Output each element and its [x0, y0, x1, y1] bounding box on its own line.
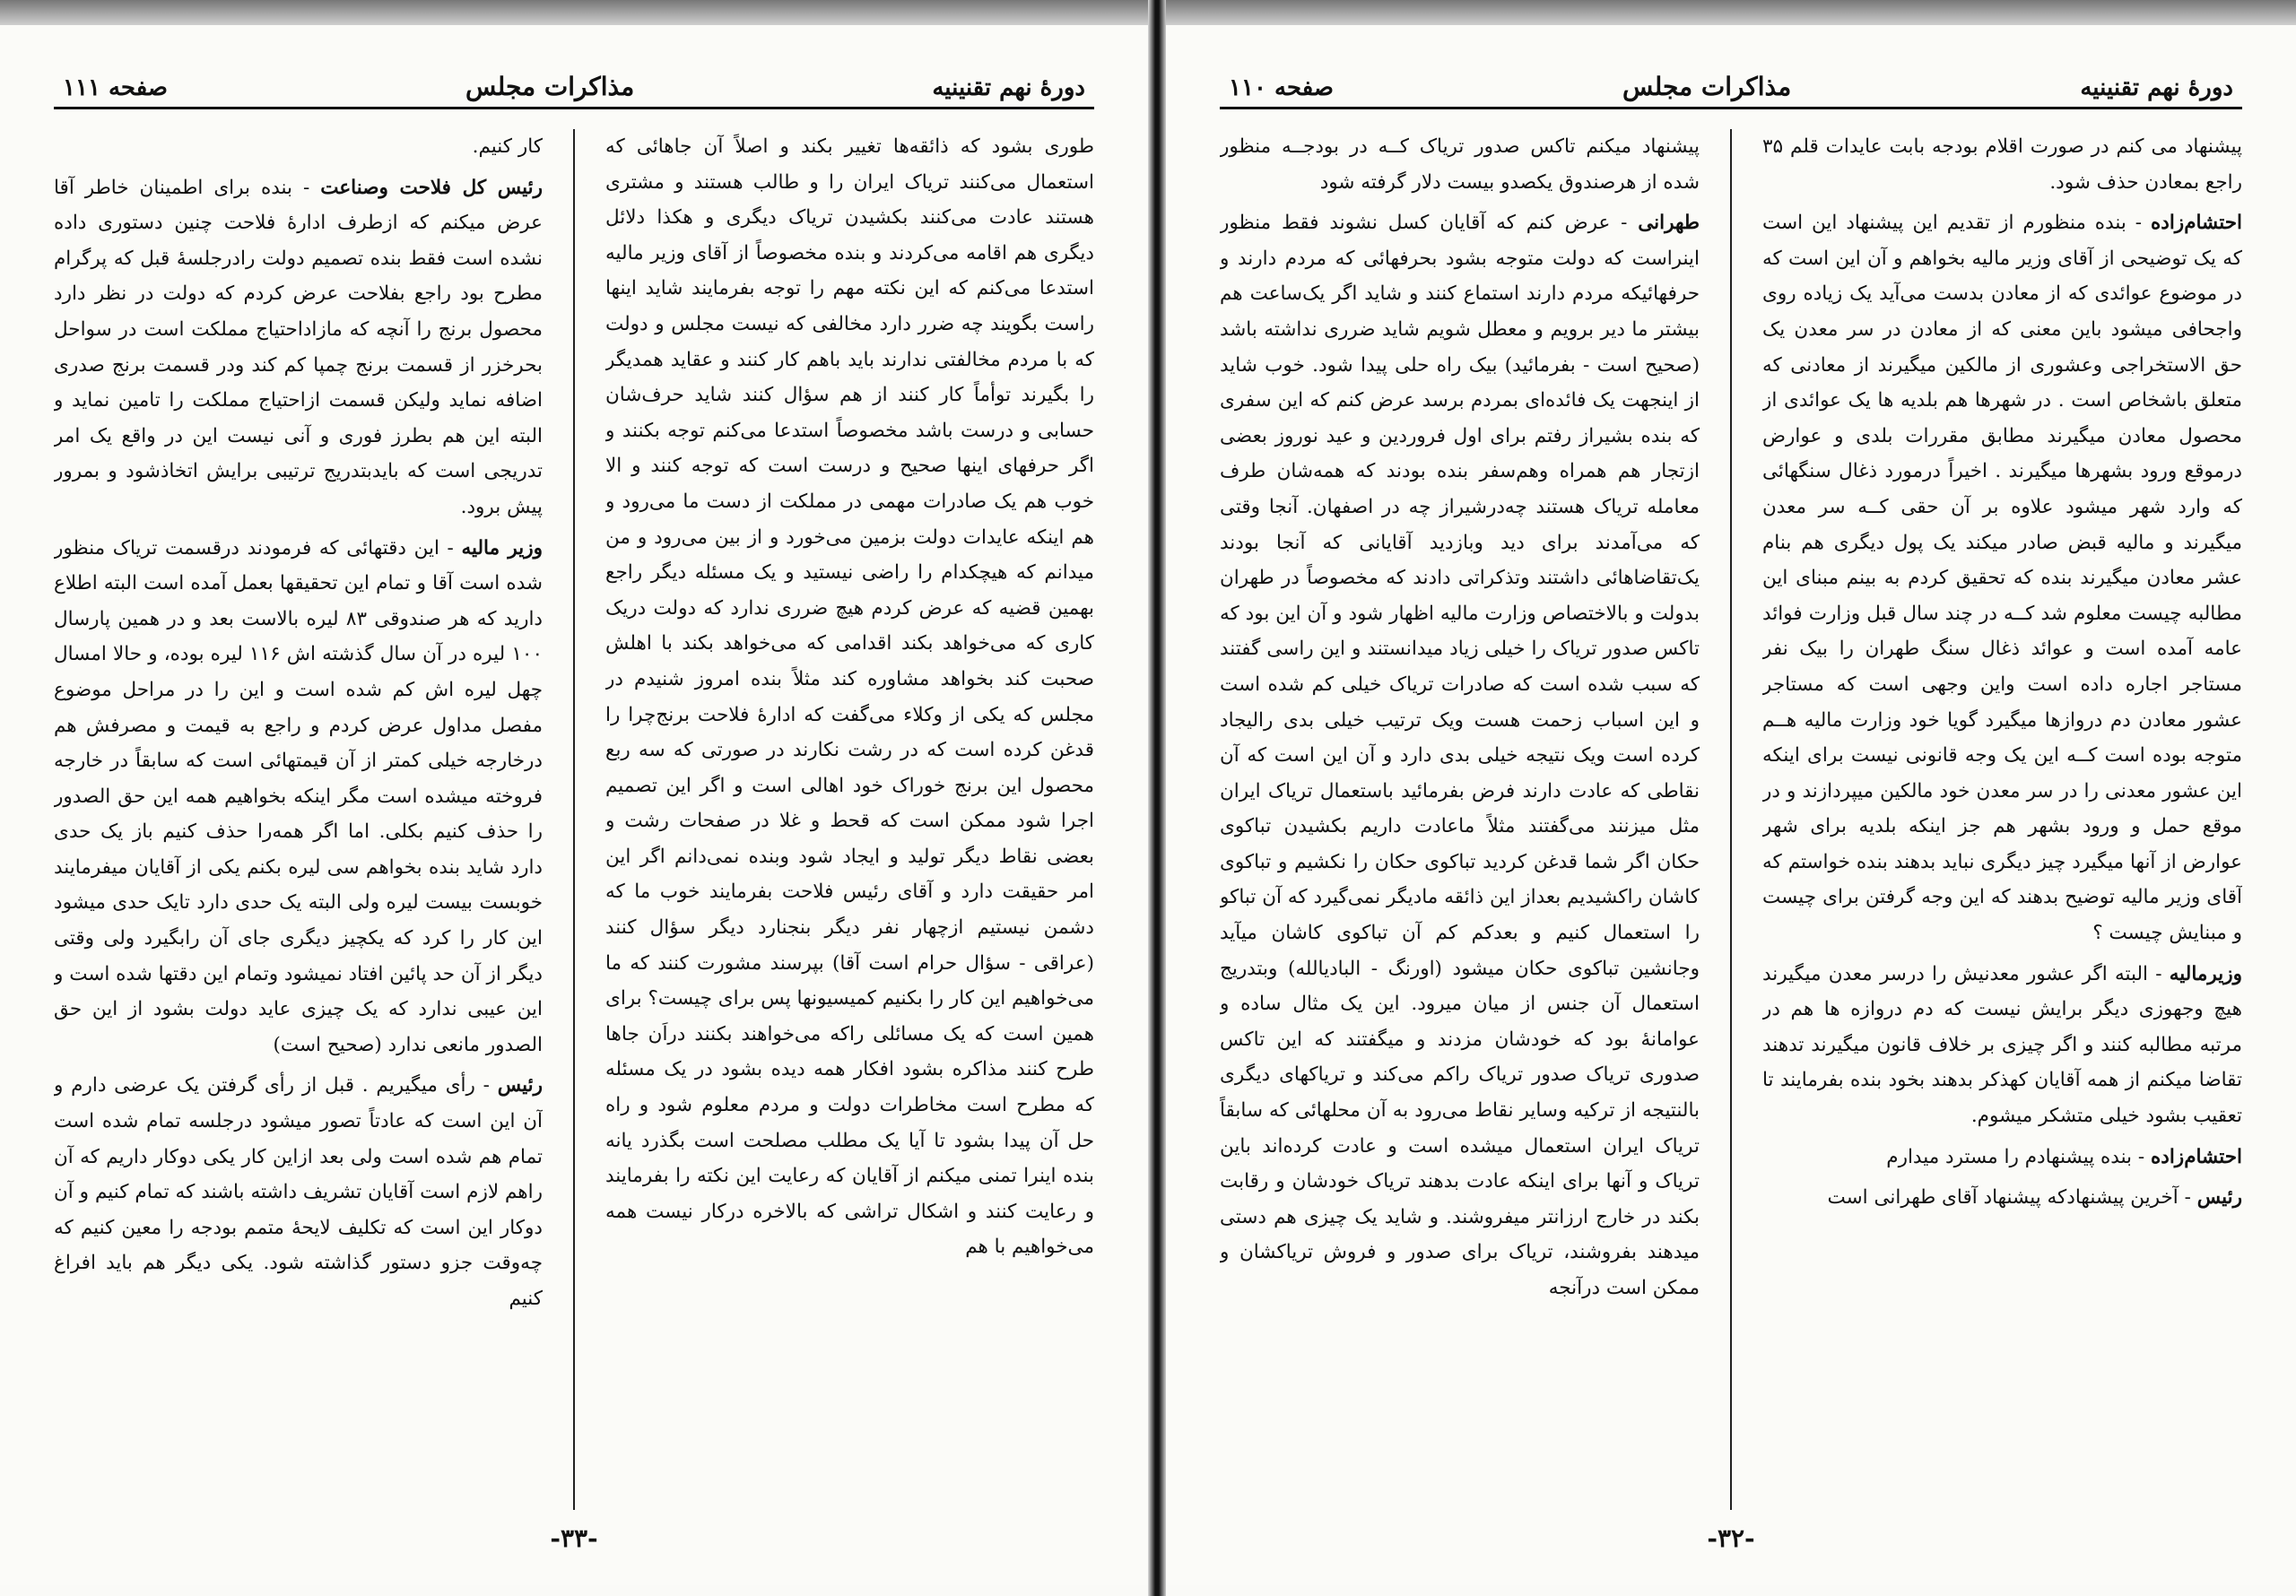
paragraph [54, 170, 543, 525]
left-header-page-label: صفحه ۱۱۱ [63, 74, 168, 101]
paragraph-text: - بنده پیشنهادم را مسترد میدارم [1886, 1145, 2145, 1168]
left-header-session: دورهٔ نهم تقنینیه [932, 74, 1085, 101]
paragraph [54, 1068, 543, 1316]
column-divider [1730, 129, 1732, 1510]
speaker-name: رئیس [2196, 1186, 2242, 1210]
right-header-session: دورهٔ نهم تقنینیه [2080, 74, 2233, 101]
paragraph [54, 129, 543, 165]
left-page-header [54, 72, 1094, 109]
paragraph-text: طوری بشود که ذائقه‌ها تغییر بکند و اصلاً آن جاهائی که استعمال می‌کنند تریاک ایران را و طالب هستند و مشتری هستند عادت می‌کنند بکشیدن تریاک دیگری و هکذا دلائل دیگری هم اقامه می‌کردند و بنده مخصوصاً از آقای وزیر مالیه استدعا می‌کنم که این نکته مهم را توجه بفرمایند شاید اینها راست بگویند چه ضرر دارد مخالفی که نیست مجلس و دولت که با مردم مخالفتی ندارند باید باهم کار کنند و عقاید همدیگر را بگیرند توأماً کار کنند از هم سؤال کنند شاید حرف‌شان حسابی و درست باشد مخصوصاً استدعا می‌کنم توجه بکنند و اگر حرفهای اینها صحیح و درست است که توجه کنند و الا خوب هم یک صادرات مهمی در مملکت از دست ما می‌رود و هم اینکه عایدات دولت بزمین می‌خورد و از بین می‌رود و من میدانم که هیچکدام را راضی نیستید و یک مسئله دیگر راجع بهمین قضیه که عرض کردم هیچ ضرری ندارد که دولت دریک کاری که می‌خواهد بکند اقدامی که می‌خواهد بکند با اهلش صحبت کند بخواهد مشاوره کند مثلاً بنده امروز شنیدم در مجلس که یکی از وکلاء می‌گفت که ادارهٔ فلاحت برنج‌چرا را قدغن کرده است که در رشت نکارند در صورتی که سه ربع محصول این برنج خوراک خود اهالی است و اگر این تصمیم اجرا شود ممکن است که قحط و غلا در صفحات رشت و بعضی نقاط دیگر تولید و ایجاد شود وبنده نمی‌دانم اگر این امر حقیقت دارد و آقای رئیس فلاحت بفرمایند خوب ما که دشمن نیستیم ازچهار نفر دیگر بنجنارد دیگر سؤال کنند (عراقی - سؤال حرام است آقا) بپرسند مشورت کنند که ما می‌خواهیم این کار را بکنیم کمیسیونها پس برای چیست؟ برای همین است که یک مسائلی راکه می‌خواهند بکنند دراَن جاها طرح کنند مذاکره بشود افکار همه دیده بشود در یک مسئله که مطرح است مخاطرات دولت و مردم معلوم شود و راه حل آن پیدا بشود تا آیا یک مطلب مصلحت است بگذرد یانه بنده اینرا تمنی میکنم از آقایان که رعایت این نکته را بفرمایند و رعایت کنند و اشکال تراشی که بالاخره درکار نیست همه می‌خواهیم با هم [605, 135, 1094, 1259]
paragraph-text: - عرض کنم که آقایان کسل نشوند فقط منظور اینراست که دولت متوجه بشود بحرفهائی که مردم دارند و حرفهائیکه مردم دارند استماع کنند و شاید اگر یک‌ساعت هم بیشتر ما دیر برویم و معطل شویم شاید ضرری نداشته باشد (صحیح است - بفرمائید) بیک راه حلی پیدا شود. خوب شاید از اینجهت یک فائده‌ای بمردم برسد عرض کنم که این سفری که بنده بشیراز رفتم برای اول فروردین و عید نوروز بعضی ازتجار هم همراه وهم‌سفر بنده بودند که همه‌شان طرف معامله تریاک هستند چه‌درشیراز چه در اصفهان. آنجا وقتی که می‌آمدند برای دید وبازدید آقایانی که آنجا بودند یک‌تقاضاهائی داشتند وتذکراتی دادند که مخصوصاً در طهران بدولت و بالاختصاص وزارت مالیه اظهار شود و آن این بود که تاکس صدور تریاک را خیلی زیاد میدانستند و این راسی گفتند که سبب شده است که صادرات تریاک خیلی کم شده است و این اسباب زحمت هست ویک ترتیب خیلی بدی رالیجاد کرده است ویک نتیجه خیلی بدی دارد و آن این است که آن نقاطی که عادت دارند فرض بفرمائید باستعمال تریاک ایران مثل میزنند می‌گفتند مثلاً ماعادت داریم بکشیدن تباکوی حکان اگر شما قدغن کردید تباکوی حکان را نکشیم و تباکوی کاشان راکشیدیم بعداز این ذائقه مادیگر نمی‌گیرد که آن تباکو را استعمال کنیم و بعدکم کم آن تباکوی کاشان میآید وجانشین تباکوی حکان میشود (اورنگ - البادیالله) وبتدریج استعمال آن جنس از میان میرود. این یک مثال ساده و عوامانهٔ بود که خودشان مزدند و میگفتند که این تاکس صدوری تریاک صدور تریاک راکم می‌کند و تریاکهای دیگری بالنتیجه از ترکیه وسایر نقاط می‌رود به آن محلهائی که سابقاً تریاک ایران استعمال میشده است و عادت کرده‌اند باین تریاک و آنها برای اینکه عادت بدهند تریاک خودشان و رقابت بکند در خارج ارزانتر میفروشند. و شاید یک چیزی هم دستی میدهند بفروشند، تریاک برای صدور و فروش تریاکشان و ممکن است درآنجه [1220, 212, 1700, 1299]
paragraph-text: - بنده برای اطمینان خاطر آقا عرض میکنم که ازطرف ادارهٔ فلاحت چنین دستوری داده نشده است فقط بنده تصمیم دولت رادرجلسهٔ قبل که پرگرام مطرح بود راجع بفلاحت عرض کردم که دولت در نظر دارد محصول برنج را آنچه که مازاداحتیاج مملکت است در سواحل بحرخزر از قسمت برنج چمپا کم کند ودر قسمت برنج صدری اضافه نماید ولیکن قسمت ازاحتیاج مملکت را تامین نماید و البته این هم بطرز فوری و آنی نیست این در واقع یک امر تدریجی است که بایدبتدریج ترتیبی برایش اتخاذشود و بمرور پیش برود. [54, 176, 543, 518]
speaker-name: طهرانی [1638, 212, 1700, 235]
left-page-columns [54, 129, 1094, 1510]
speaker-name: احتشام‌زاده [2151, 212, 2242, 235]
right-page-columns [1220, 129, 2242, 1510]
speaker-name: وزیرمالیه [2169, 962, 2242, 985]
paragraph-text: - آخرین پیشنهادکه پیشنهاد آقای طهرانی است [1827, 1186, 2191, 1210]
paragraph [1762, 1140, 2242, 1175]
paragraph-text: - این دقتهائی که فرمودند درقسمت تریاک منظور شده است آقا و تمام این تحقیقها بعمل آمده است البته اطلاع دارید که هر صندوقی ۸۳ لیره بالاست بعد و در همین پارسال ۱۰۰ لیره در آن سال گذشته اش ۱۱۶ لیره بوده، و حالا امسال چهل لیره اش کم شده است و این را در مراحل موضوع مفصل مداول عرض کردم و راجع به قیمت و مصرفش هم درخارجه خیلی کمتر از آن قیمتهائی است که سابقاً در خارجه فروخته میشده است مگر اینکه بخواهیم همه این حق الصدور را حذف کنیم بکلی. اما اگر همه‌را حذف کنیم باز یک حدی دارد شاید بنده بخواهم سی لیره بکنم یکی از آقایان میفرمایند خوبست بیست لیره ولی البته یک حدی دارد تایک حدی میشود این کار را کرد که یکچیز دیگری جای آن رابگیرد ولی وقتی دیگر از آن حد پائین افتاد نمیشود وتمام این دقتها شده است و این عیبی ندارد که یک چیزی عاید دولت بشود از این حق الصدور مانعی ندارد (صحیح است) [54, 536, 543, 1056]
paragraph-text: - بنده منظورم از تقدیم این پیشنهاد این است که یک توضیحی از آقای وزیر مالیه بخواهم و آن این است که در موضوع عوائدی که از معادن بدست می‌آید یک زیاده روی واجحافی میشود باین معنی که از معادن در سر معدن یک حق الاستخراجی وعشوری از مالکین میگیرند از معادنی که متعلق باشخاص است . در شهرها هم بلدیه ها یک عوائدی از محصول معادن میگیرند مطابق مقررات بلدی و عوارض درموقع ورود بشهرها میگیرند . اخیراً درمورد ذغال سنگهائی که وارد شهر میشود علاوه بر آن حقی کــه سر معدن میگیرند و مالیه قبض صادر میکند یک پول دیگری هم بنام عشر معادن میگیرند بنده که تحقیق کردم به بینم مبنای این مطالبه چیست معلوم شد کــه در چند سال قبل وزارت فوائد عامه آمده است و عوائد ذغال سنگ طهران را بیک نفر مستاجر اجاره داده است واین وجهی است که مستاجر عشور معادن دم دروازها میگیرد گویا خود وزارت مالیه هــم متوجه بوده است کــه این یک وجه قانونی نیست برای اینکه این عشور معدنی را در سر معدن خود مالکین میپردازند و در موقع حمل و ورود بشهر هم جز اینکه بلدیه برای شهر عوارض از آنها میگیرد چیز دیگری نباید بدهند بنده خواستم که آقای وزیر مالیه توضیح بدهند که این وجه گرفتن برای چیست و مبنایش چیست ؟ [1762, 212, 2242, 945]
paragraph-text: - البته اگر عشور معدنیش را درسر معدن میگیرند هیچ وجهوزی دیگر برایش نیست که دم دروازه ها هم در مرتبه مطالبه کنند و اگر چیزی بر خلاف قانون میگیرند تدهند تقاضا میکنم از همه آقایان کهذکر بدهند بخود بنده بفرمایند تا تعقیب بشود خیلی متشکر میشوم. [1762, 962, 2242, 1128]
speaker-name: رئیس کل فلاحت وصناعت [320, 176, 543, 199]
paragraph-text: پیشنهاد می کنم در صورت اقلام بودجه بابت عایدات قلم ۳۵ راجع بمعادن حذف شود. [1762, 135, 2242, 194]
paragraph-text: - رأی میگیریم . قبل از رأی گرفتن یک عرضی دارم و آن این است که عادتاً تصور میشود درجلسه تمام شده است تمام هم شده است ولی بعد ازاین کار یکی دوکار داریم که آن راهم لازم است آقایان تشریف داشته باشند که تمام کنیم و آن دوکار این است که تکلیف لایحهٔ متمم بودجه را معین کنیم که چه‌وقت جزو دستور گذاشته شود. یکی دیگر هم باید افراغ کنیم [54, 1074, 543, 1310]
right-page-header [1220, 72, 2242, 109]
speaker-name: وزیر مالیه [461, 536, 543, 559]
left-page-right-column [605, 129, 1094, 1510]
right-page-left-column [1220, 129, 1700, 1510]
left-page-number: -۳۳- [550, 1523, 598, 1553]
paragraph [54, 531, 543, 1063]
right-header-title: مذاکرات مجلس [1622, 72, 1792, 101]
paragraph [1762, 1180, 2242, 1216]
paragraph [1762, 957, 2242, 1134]
right-page [1166, 25, 2296, 1585]
paragraph-text: کار کنیم. [472, 135, 543, 158]
paragraph [1762, 129, 2242, 200]
paragraph [1220, 129, 1700, 200]
paragraph [1762, 205, 2242, 950]
book-gutter [1148, 0, 1166, 1596]
left-header-title: مذاکرات مجلس [465, 72, 635, 101]
paragraph-text: پیشنهاد میکنم تاکس صدور تریاک کــه در بودجــه منظور شده از هرصندوق یکصدو بیست دلار گرفته شود [1220, 135, 1700, 194]
paragraph [1220, 205, 1700, 1305]
paragraph [605, 129, 1094, 1265]
left-page-left-column [54, 129, 543, 1510]
right-header-page-label: صفحه ۱۱۰ [1229, 74, 1334, 101]
speaker-name: رئیس [497, 1074, 543, 1097]
right-page-right-column [1762, 129, 2242, 1510]
column-divider [573, 129, 575, 1510]
right-page-number: -۳۲- [1707, 1523, 1755, 1553]
left-page [0, 25, 1148, 1585]
speaker-name: احتشام‌زاده [2151, 1145, 2242, 1168]
